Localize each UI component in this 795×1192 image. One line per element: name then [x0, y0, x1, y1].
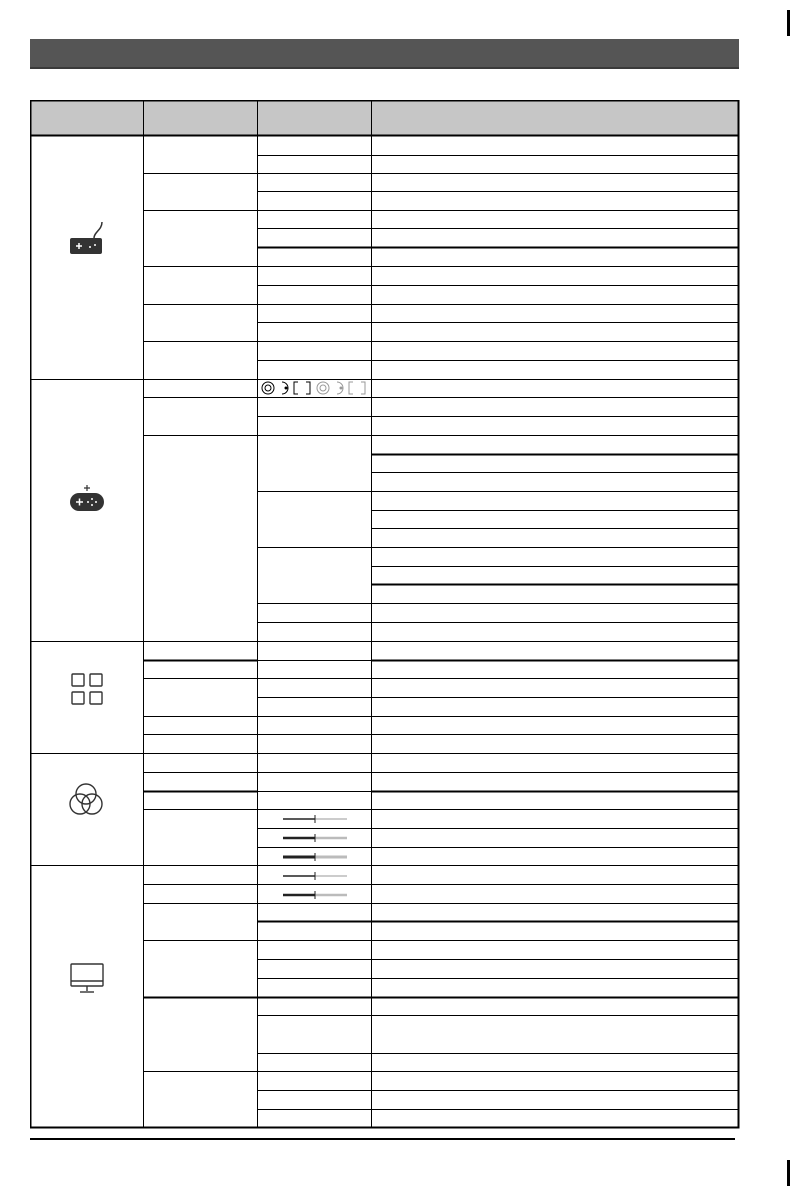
settings-table [30, 100, 740, 1130]
slider [283, 891, 347, 899]
color-circles-icon [70, 784, 102, 814]
crosshair-bracket-icon [294, 382, 310, 394]
crosshair-circle-light-icon [317, 382, 329, 394]
crosshair-options [262, 382, 365, 394]
table-header-row [30, 100, 739, 135]
slider-group-color [283, 815, 347, 861]
grid-four-squares-icon [72, 674, 102, 704]
slider-group-display [283, 872, 347, 899]
crosshair-bracket-light-icon [349, 382, 365, 394]
page-edge-mark [787, 1160, 790, 1186]
crosshair-dot-icon [282, 382, 288, 394]
page-edge-mark [787, 10, 790, 36]
crosshair-circle-dot-icon [262, 382, 274, 394]
slider [283, 815, 347, 823]
game-controller-wired-icon [70, 222, 102, 254]
slider [283, 834, 347, 842]
slider [283, 872, 347, 880]
section-header-bar [30, 39, 739, 69]
gamepad-icon [70, 485, 104, 511]
crosshair-dot-light-icon [337, 382, 343, 394]
monitor-icon [71, 964, 103, 992]
slider [283, 853, 347, 861]
footer-rule [30, 1138, 735, 1140]
